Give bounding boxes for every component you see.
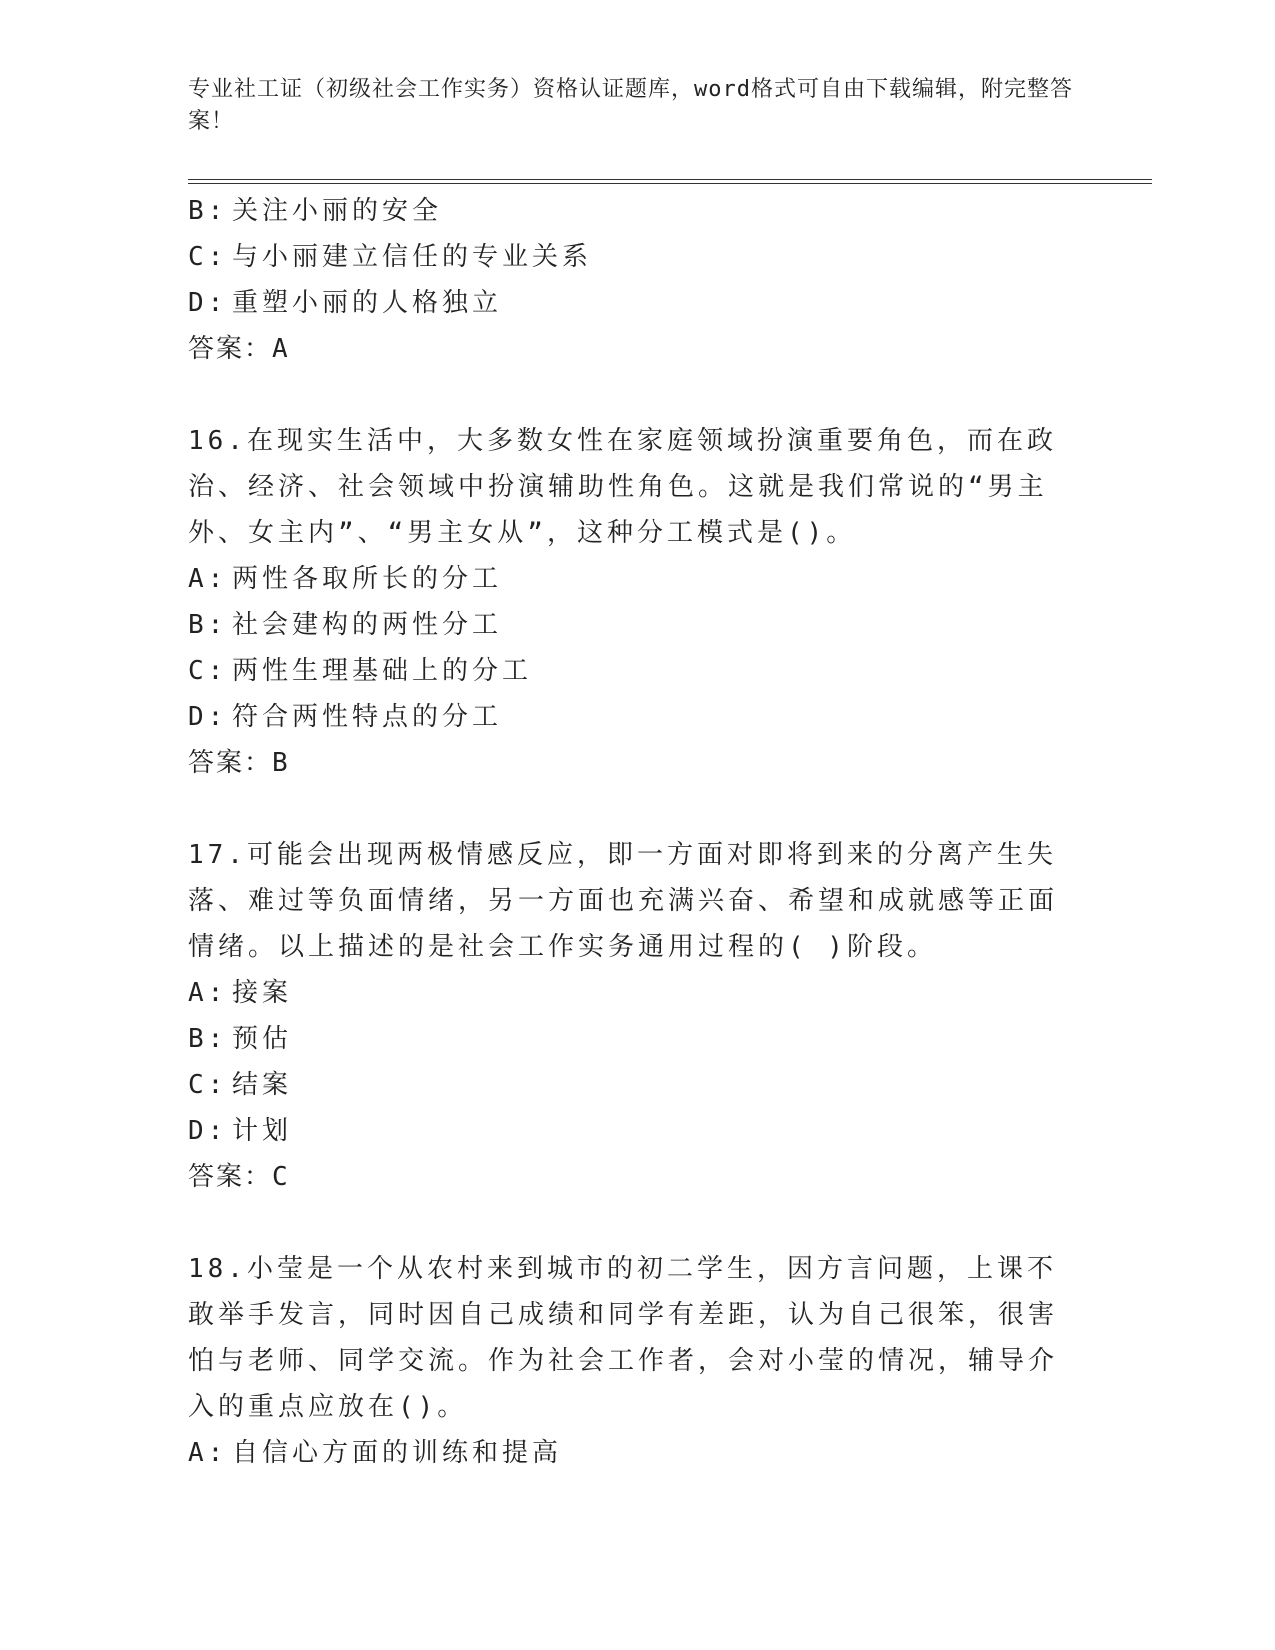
option-label: D: — [188, 1116, 228, 1146]
answer-line: 答案：C — [188, 1162, 290, 1192]
option-b — [188, 1016, 1088, 1062]
question-text: 16.在现实生活中，大多数女性在家庭领域扮演重要角色，而在政治、经济、社会领域中扮演辅助性角色。这就是我们常说的“男主外、女主内”、“男主女从”，这种分工模式是()。 — [188, 426, 1057, 548]
spacer — [188, 1200, 1088, 1246]
option-b — [188, 188, 1088, 234]
question-16 — [188, 418, 1088, 786]
option-text: 预估 — [232, 1024, 293, 1054]
option-b — [188, 602, 1088, 648]
option-d — [188, 280, 1088, 326]
option-c — [188, 1062, 1088, 1108]
option-a — [188, 1430, 1088, 1476]
question-text: 17.可能会出现两极情感反应，即一方面对即将到来的分离产生失落、难过等负面情绪，另一方面也充满兴奋、希望和成就感等正面情绪。以上描述的是社会工作实务通用过程的( )阶段。 — [188, 840, 1059, 962]
option-text: 符合两性特点的分工 — [232, 702, 503, 732]
page-header: 专业社工证（初级社会工作实务）资格认证题库，word格式可自由下载编辑，附完整答案！ — [188, 77, 1073, 134]
option-text: 两性生理基础上的分工 — [232, 656, 533, 686]
option-label: A: — [188, 978, 228, 1008]
option-text: 与小丽建立信任的专业关系 — [232, 242, 593, 272]
option-label: A: — [188, 564, 228, 594]
option-text: 计划 — [232, 1116, 293, 1146]
option-label: B: — [188, 196, 228, 226]
option-label: C: — [188, 242, 228, 272]
option-text: 结案 — [232, 1070, 293, 1100]
spacer — [188, 786, 1088, 832]
option-a — [188, 970, 1088, 1016]
option-d — [188, 694, 1088, 740]
option-c — [188, 234, 1088, 280]
option-d — [188, 1108, 1088, 1154]
header-divider-top — [188, 179, 1152, 180]
question-17 — [188, 832, 1088, 1200]
option-label: B: — [188, 1024, 228, 1054]
answer-line: 答案：A — [188, 334, 290, 364]
header-divider-bottom — [188, 183, 1152, 184]
option-label: D: — [188, 702, 228, 732]
option-label: D: — [188, 288, 228, 318]
answer-line: 答案：B — [188, 748, 290, 778]
question-18 — [188, 1246, 1088, 1476]
option-text: 自信心方面的训练和提高 — [232, 1438, 563, 1468]
continued-question — [188, 188, 1088, 372]
option-label: A: — [188, 1438, 228, 1468]
option-c — [188, 648, 1088, 694]
option-text: 接案 — [232, 978, 293, 1008]
question-text: 18.小莹是一个从农村来到城市的初二学生，因方言问题，上课不敢举手发言，同时因自己成绩和同学有差距，认为自己很笨，很害怕与老师、同学交流。作为社会工作者，会对小莹的情况，辅导介入的重点应放在()。 — [188, 1254, 1059, 1422]
option-label: B: — [188, 610, 228, 640]
option-text: 两性各取所长的分工 — [232, 564, 503, 594]
option-a — [188, 556, 1088, 602]
option-label: C: — [188, 1070, 228, 1100]
option-text: 社会建构的两性分工 — [232, 610, 503, 640]
question-content — [188, 188, 1088, 1476]
option-text: 重塑小丽的人格独立 — [232, 288, 503, 318]
spacer — [188, 372, 1088, 418]
option-label: C: — [188, 656, 228, 686]
option-text: 关注小丽的安全 — [232, 196, 443, 226]
